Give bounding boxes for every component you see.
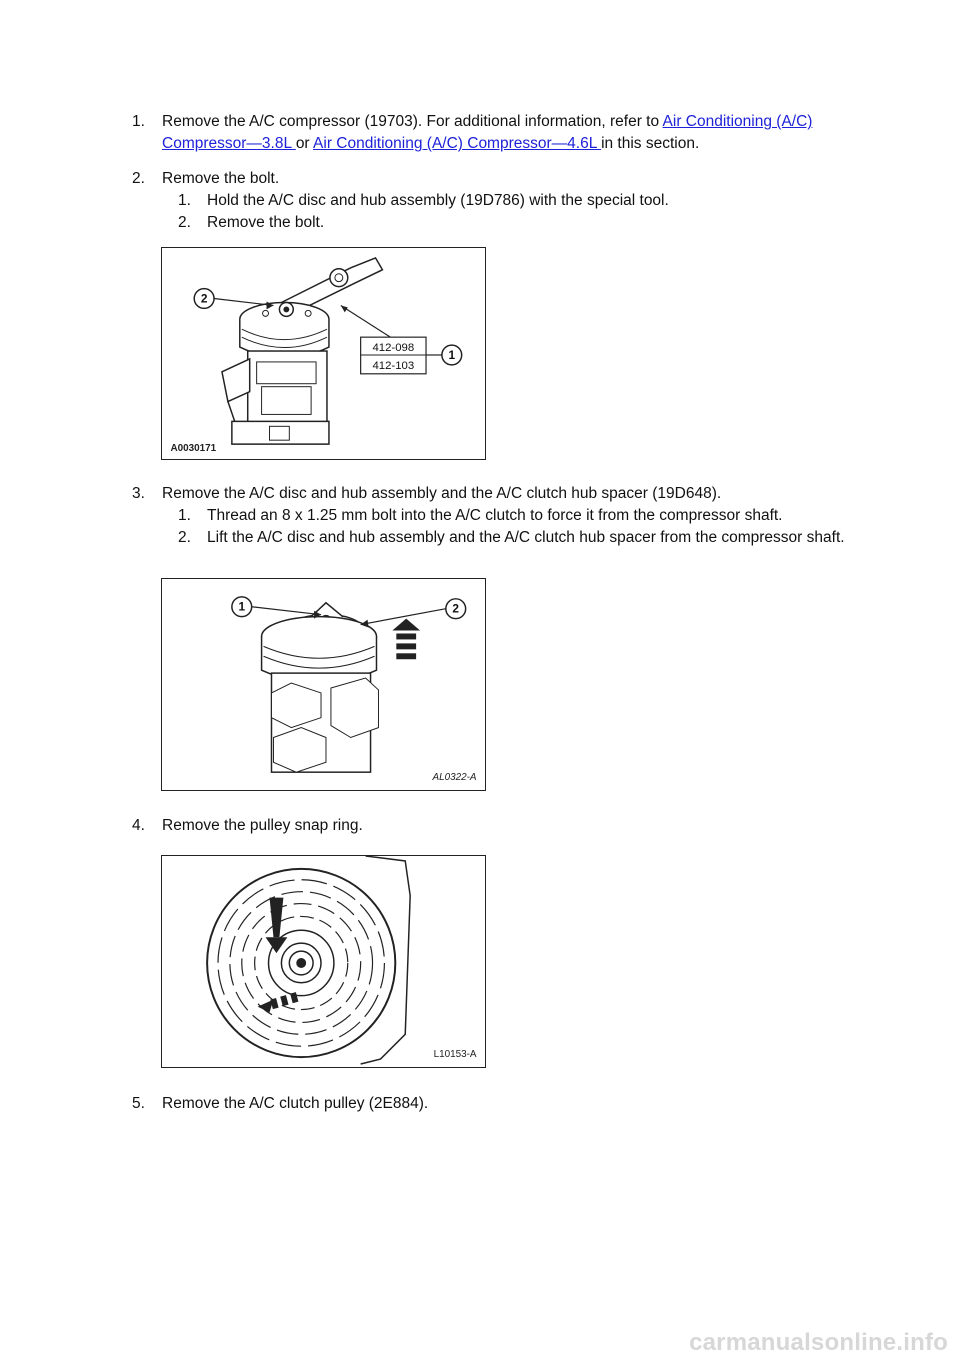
substep-number: 2. [178, 529, 191, 546]
substep-text: Lift the A/C disc and hub assembly and the A/C clutch hub spacer from the compressor shaft. [207, 529, 845, 546]
step-text: Remove the pulley snap ring. [162, 817, 363, 834]
step-text: Remove the A/C disc and hub assembly and the A/C clutch hub spacer (19D648). [162, 485, 722, 502]
step-number: 3. [132, 485, 145, 502]
substep [178, 505, 852, 527]
substep-number: 2. [178, 214, 191, 231]
figure-disc-hub-tool [161, 247, 486, 460]
link-compressor-3-8l[interactable]: Air Conditioning (A/C) Compressor—3.8L [162, 113, 813, 152]
figure-code: A0030171 [170, 443, 217, 455]
callout-2-label: 2 [452, 601, 460, 616]
step-1-tail: in this section. [601, 135, 700, 152]
compressor-illustration [162, 579, 485, 790]
step-number: 4. [132, 817, 145, 834]
step-number: 2. [132, 170, 145, 187]
substep [178, 527, 852, 549]
callout-1-label: 1 [238, 599, 246, 614]
step-2 [132, 168, 852, 234]
step-text: Remove the bolt. [162, 170, 280, 187]
step-text: Remove the A/C clutch pulley (2E884). [162, 1095, 429, 1112]
pulley-illustration [162, 856, 485, 1067]
tool-number-a: 412-098 [372, 342, 415, 355]
step-1-text: Remove the A/C compressor (19703). For additional information, refer to [162, 113, 663, 130]
step-4 [132, 815, 852, 837]
substep-number: 1. [178, 192, 191, 209]
substep-number: 1. [178, 507, 191, 524]
step-text [162, 111, 852, 155]
substep-text: Remove the bolt. [207, 214, 325, 231]
step-1 [132, 111, 852, 155]
substep-text: Thread an 8 x 1.25 mm bolt into the A/C clutch to force it from the compressor shaft. [207, 507, 783, 524]
substep [178, 212, 852, 234]
figure-code: AL0322-A [432, 772, 477, 784]
substep [178, 190, 852, 212]
figure-disc-hub-removal [161, 578, 486, 791]
compressor-illustration [162, 248, 485, 459]
callout-2-label: 2 [200, 291, 208, 306]
callout-1-label: 1 [448, 347, 456, 362]
step-number: 5. [132, 1095, 145, 1112]
step-5 [132, 1093, 852, 1115]
figure-code: L10153-A [433, 1049, 477, 1061]
step-number: 1. [132, 113, 145, 130]
tool-number-b: 412-103 [372, 359, 415, 372]
step-3 [132, 483, 852, 549]
link-compressor-4-6l[interactable]: Air Conditioning (A/C) Compressor—4.6L [313, 135, 602, 152]
watermark: carmanualsonline.info [689, 1329, 948, 1356]
figure-pulley-snap-ring [161, 855, 486, 1068]
substep-text: Hold the A/C disc and hub assembly (19D786) with the special tool. [207, 192, 669, 209]
step-1-or: or [295, 135, 314, 152]
